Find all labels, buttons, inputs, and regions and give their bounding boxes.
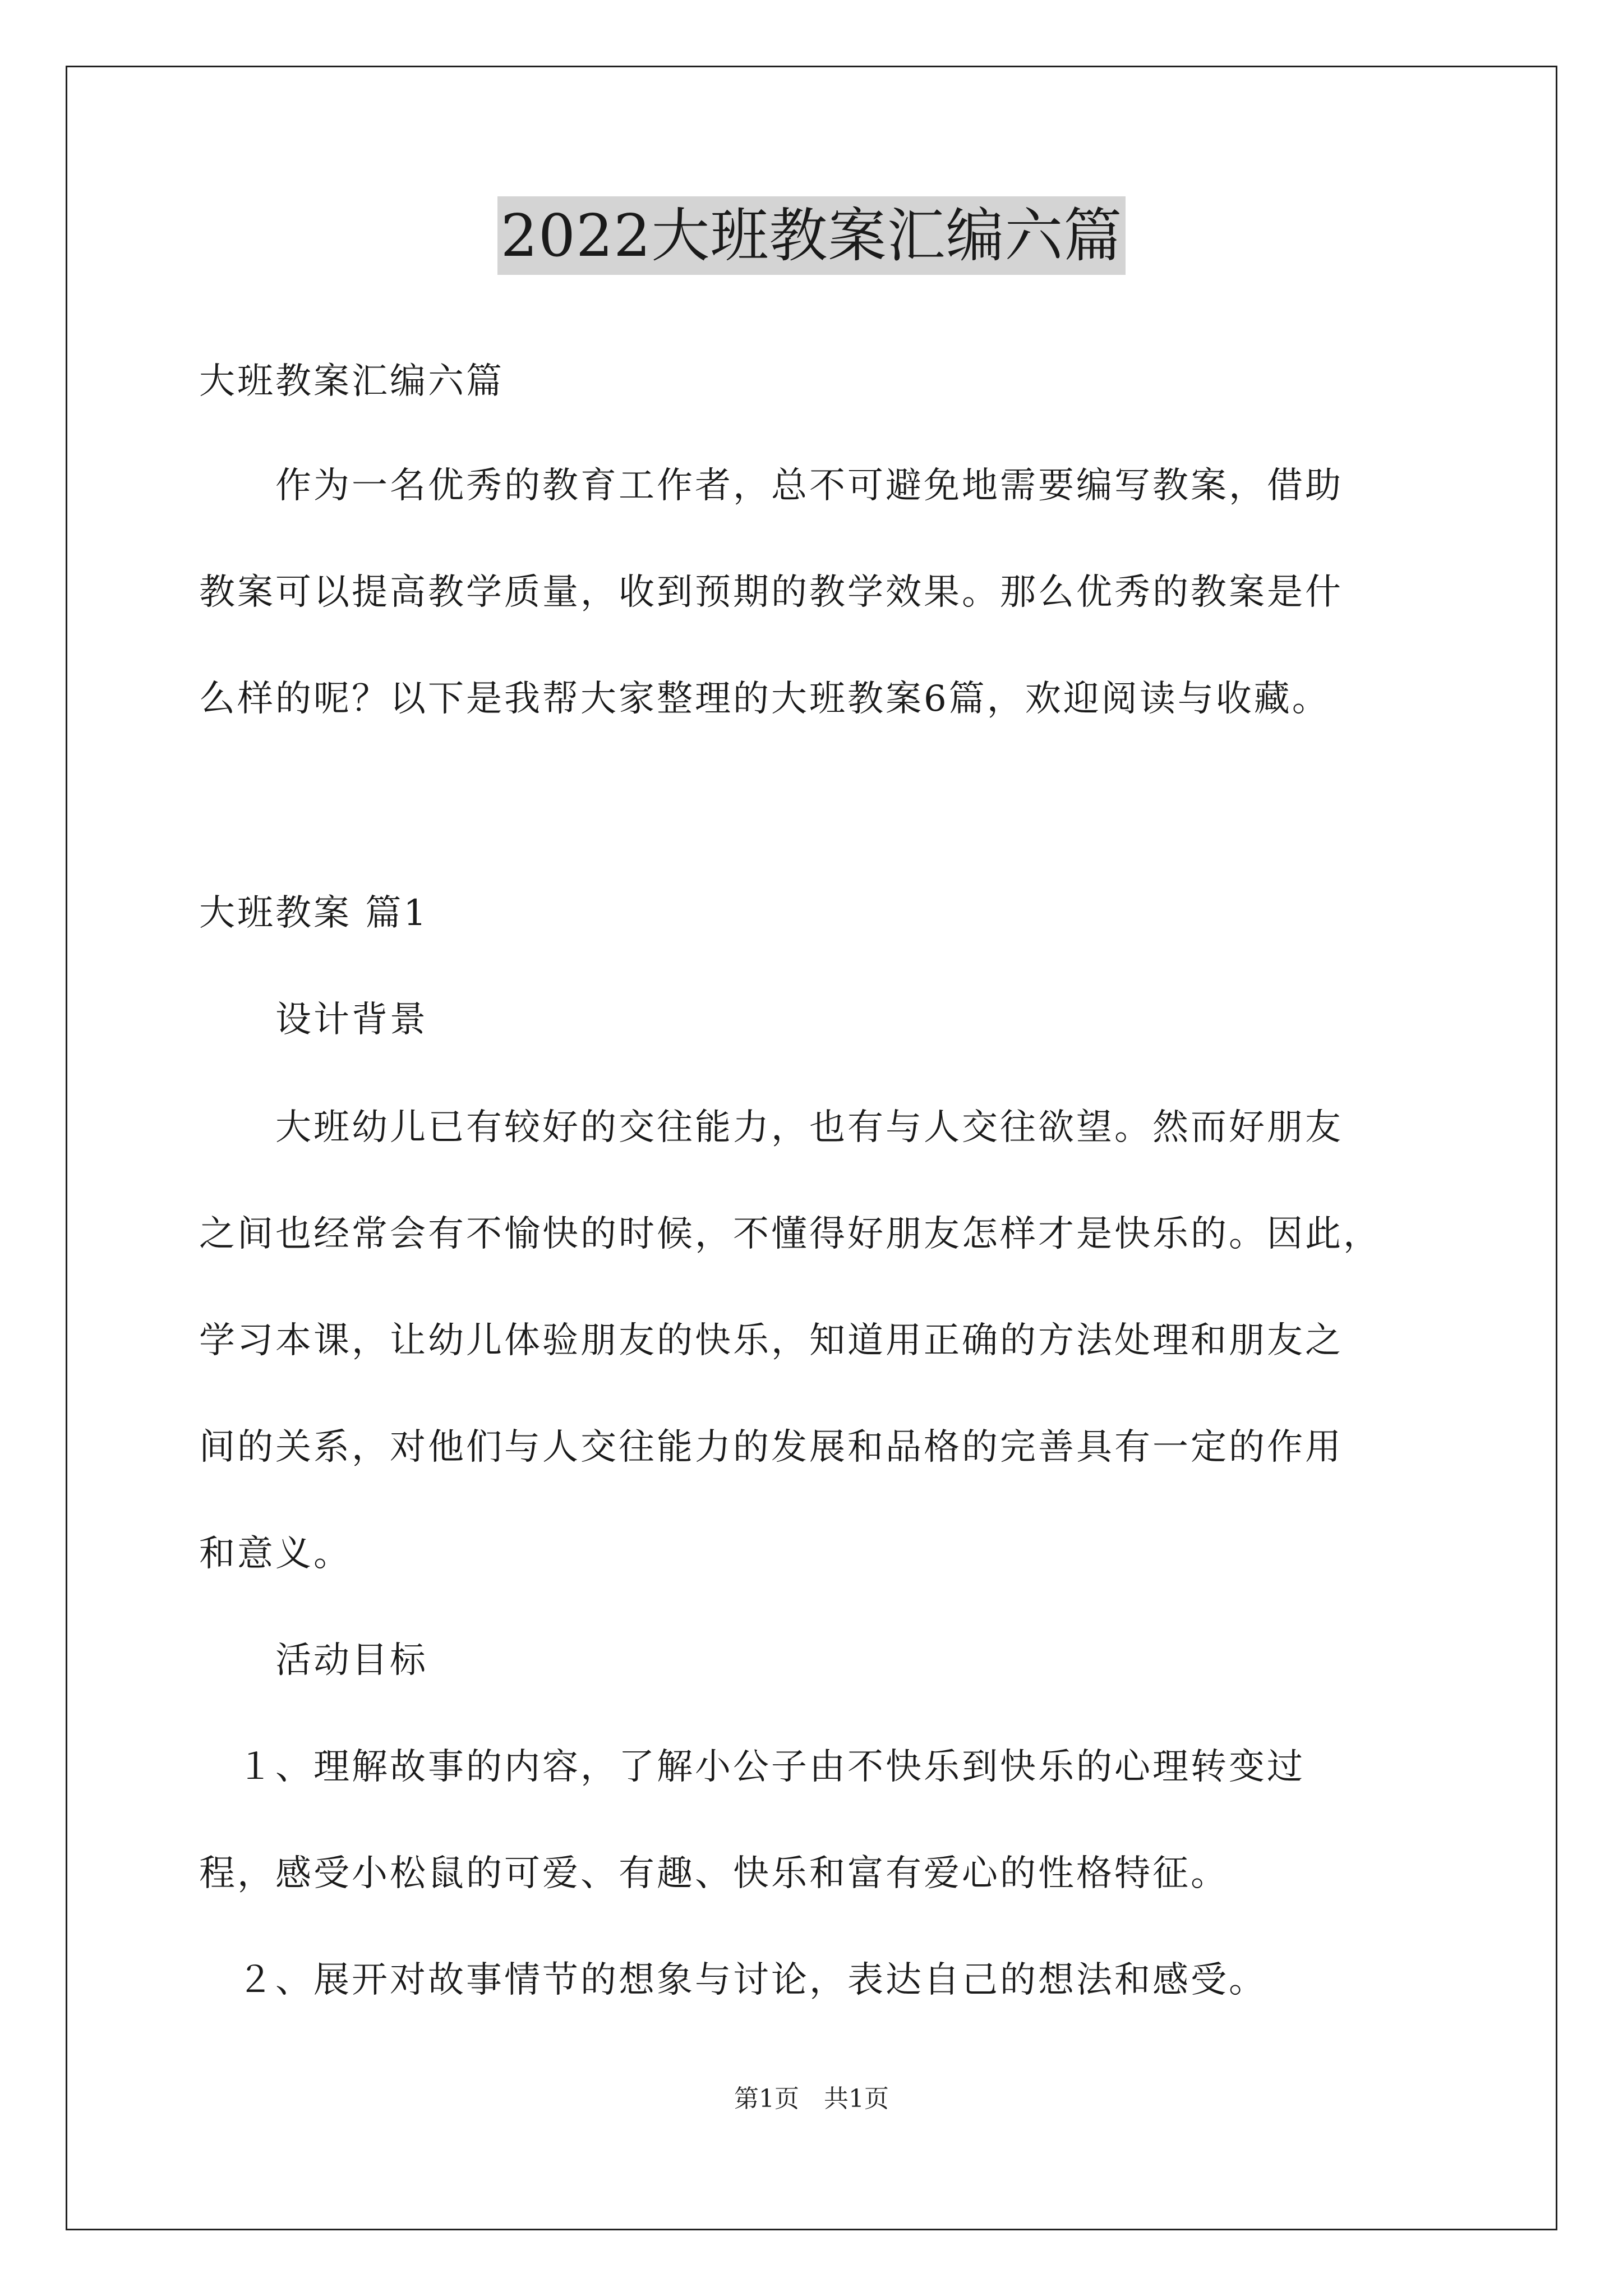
design-background-line: 间的关系，对他们与人交往能力的发展和品格的完善具有一定的作用: [199, 1427, 1343, 1468]
activity-goal-line: 程，感受小松鼠的可爱、有趣、快乐和富有爱心的性格特征。: [199, 1853, 1229, 1894]
document-title: 2022大班教案汇编六篇: [497, 196, 1126, 275]
activity-goal-line: ２、展开对故事情节的想象与讨论，表达自己的想法和感受。: [199, 1959, 1267, 2001]
intro-line: 教案可以提高教学质量，收到预期的教学效果。那么优秀的教案是什: [199, 572, 1343, 613]
section-heading: 大班教案 篇1: [199, 892, 429, 934]
document-subtitle: 大班教案汇编六篇: [199, 361, 504, 402]
intro-line: 么样的呢？以下是我帮大家整理的大班教案6篇，欢迎阅读与收藏。: [199, 678, 1330, 720]
page-footer: 第1页 共1页: [734, 2085, 889, 2113]
design-background-line: 大班幼儿已有较好的交往能力，也有与人交往欲望。然而好朋友: [199, 1107, 1343, 1148]
design-background-line: 学习本课，让幼儿体验朋友的快乐，知道用正确的方法处理和朋友之: [199, 1320, 1343, 1361]
activity-goal-line: １、理解故事的内容，了解小公子由不快乐到快乐的心理转变过: [199, 1746, 1305, 1788]
intro-line: 作为一名优秀的教育工作者，总不可避免地需要编写教案，借助: [199, 465, 1343, 507]
design-background-line: 和意义。: [199, 1533, 352, 1575]
design-background-line: 之间也经常会有不愉快的时候，不懂得好朋友怎样才是快乐的。因此，: [199, 1213, 1381, 1255]
title-container: [0, 196, 1623, 275]
activity-goals-heading: 活动目标: [199, 1640, 428, 1681]
design-background-heading: 设计背景: [199, 999, 428, 1041]
